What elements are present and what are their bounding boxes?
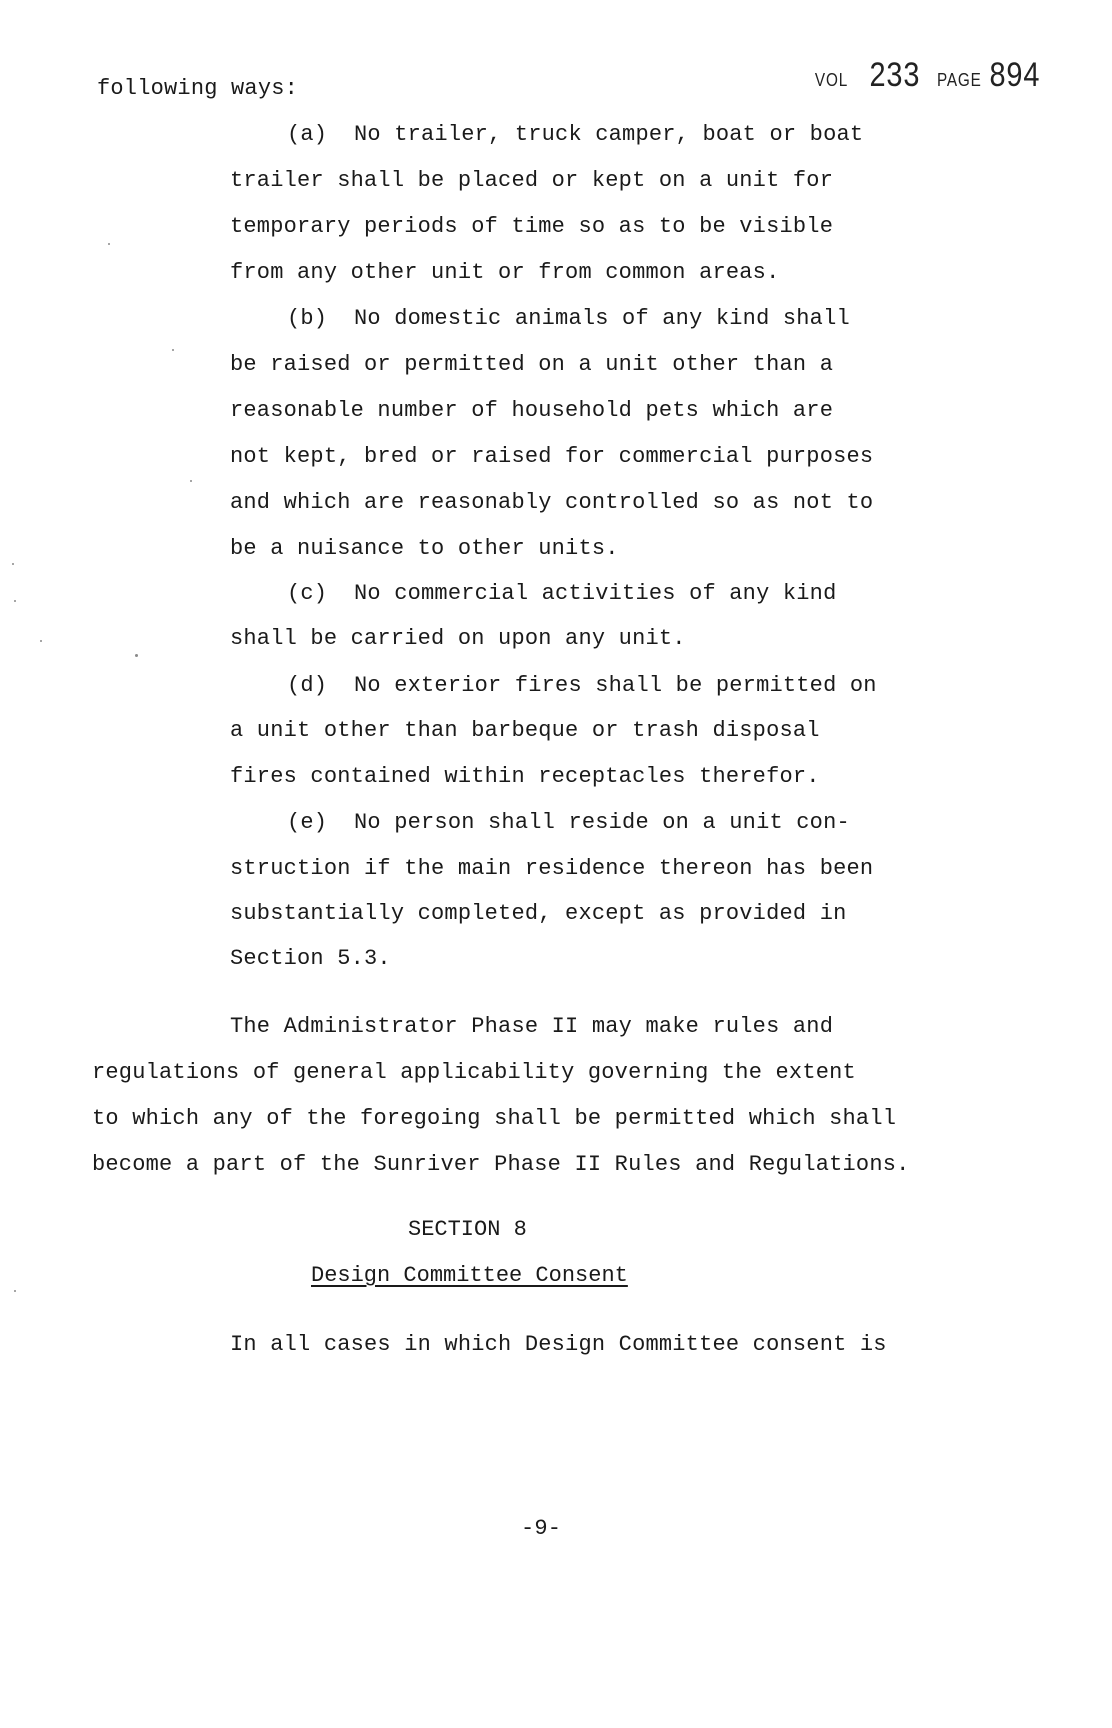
clause-b-line: be a nuisance to other units. bbox=[230, 536, 619, 561]
clause-e-line: struction if the main residence thereon has been bbox=[230, 856, 874, 881]
clause-b-line: reasonable number of household pets which are bbox=[230, 398, 834, 423]
scan-speck bbox=[172, 349, 174, 351]
text-line: following ways: bbox=[97, 76, 299, 101]
scan-speck bbox=[12, 563, 14, 565]
paragraph-line: to which any of the foregoing shall be permitted which shall bbox=[92, 1106, 897, 1131]
vol-label: VOL bbox=[814, 70, 849, 90]
clause-d-line: fires contained within receptacles therefor. bbox=[230, 764, 820, 789]
clause-b-line: and which are reasonably controlled so as not to bbox=[230, 490, 874, 515]
clause-e-line: (e) No person shall reside on a unit con- bbox=[287, 810, 850, 835]
clause-a-line: from any other unit or from common areas. bbox=[230, 260, 780, 285]
clause-a-line: temporary periods of time so as to be visible bbox=[230, 214, 834, 239]
vol-number: 233 bbox=[869, 56, 921, 94]
clause-c-line: shall be carried on upon any unit. bbox=[230, 626, 686, 651]
clause-d-line: (d) No exterior fires shall be permitted on bbox=[287, 673, 877, 698]
volume-page-reference bbox=[812, 56, 1045, 95]
clause-b-line: (b) No domestic animals of any kind shall bbox=[287, 306, 850, 331]
section-intro-line: In all cases in which Design Committee consent is bbox=[230, 1332, 887, 1357]
scan-speck bbox=[14, 600, 16, 602]
scan-speck bbox=[14, 1290, 16, 1292]
scan-speck bbox=[135, 654, 138, 657]
clause-c-line: (c) No commercial activities of any kind bbox=[287, 581, 837, 606]
paragraph-line: The Administrator Phase II may make rules and bbox=[230, 1014, 834, 1039]
scan-speck bbox=[40, 640, 42, 642]
clause-a-line: (a) No trailer, truck camper, boat or boat bbox=[287, 122, 864, 147]
clause-b-line: be raised or permitted on a unit other than a bbox=[230, 352, 834, 377]
clause-a-line: trailer shall be placed or kept on a unit for bbox=[230, 168, 834, 193]
clause-e-line: substantially completed, except as provided in bbox=[230, 901, 847, 926]
paragraph-line: become a part of the Sunriver Phase II Rules and Regulations. bbox=[92, 1152, 910, 1177]
section-number: SECTION 8 bbox=[408, 1217, 527, 1242]
clause-d-line: a unit other than barbeque or trash disposal bbox=[230, 718, 820, 743]
scan-speck bbox=[190, 480, 192, 482]
section-title: Design Committee Consent bbox=[311, 1263, 628, 1288]
page-label: PAGE bbox=[936, 70, 982, 90]
page-footer-number: -9- bbox=[521, 1516, 562, 1541]
page-number-ref: 894 bbox=[989, 56, 1041, 94]
clause-b-line: not kept, bred or raised for commercial purposes bbox=[230, 444, 874, 469]
scan-speck bbox=[108, 243, 110, 245]
clause-e-line: Section 5.3. bbox=[230, 946, 391, 971]
paragraph-line: regulations of general applicability governing the extent bbox=[92, 1060, 856, 1085]
